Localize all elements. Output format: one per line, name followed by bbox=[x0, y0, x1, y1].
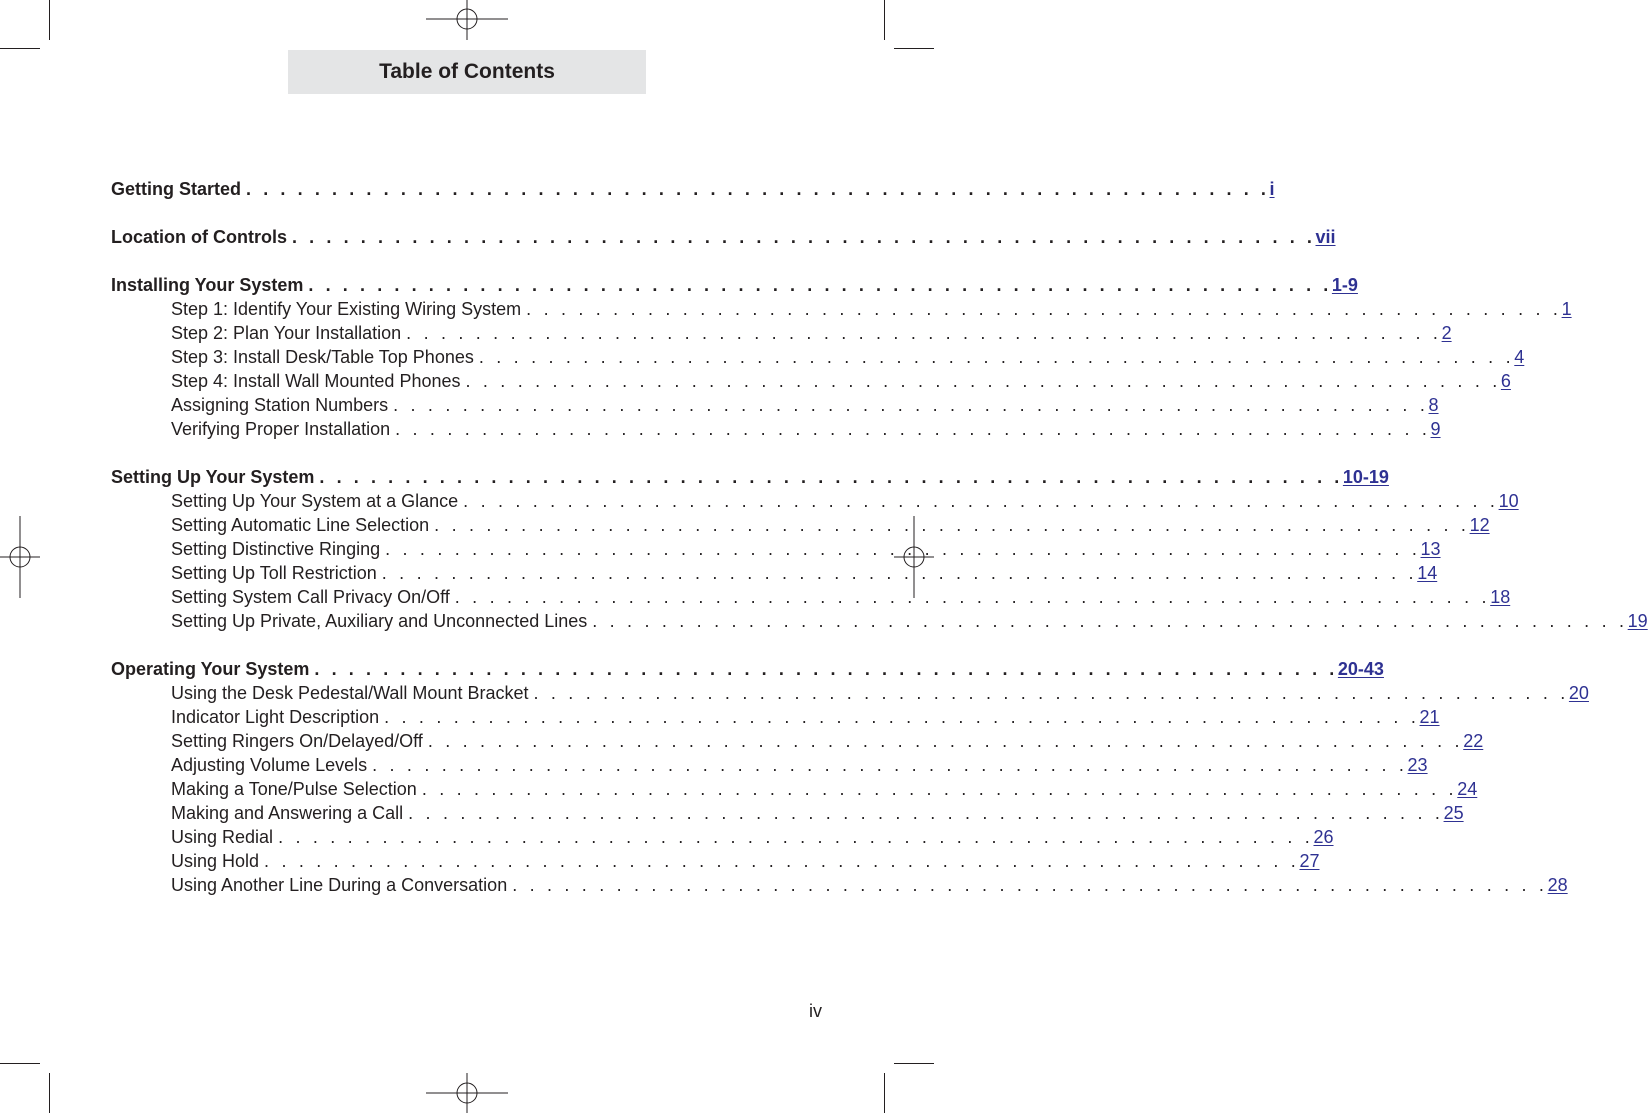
entry-label: Location of Controls bbox=[111, 227, 287, 247]
page-link[interactable]: 6 bbox=[1500, 371, 1511, 391]
page-link[interactable]: 18 bbox=[1490, 587, 1511, 607]
entry-label: Using Redial bbox=[171, 827, 274, 847]
toc-section-entry[interactable] bbox=[111, 177, 1275, 201]
leader-dots: . . . . . . . . . . . . . . . . . . . . . . . . . . . . . . . . . . . . . . . . . . . . . . . . . . . . . . . . . . . . bbox=[291, 227, 1316, 247]
leader-dots: . . . . . . . . . . . . . . . . . . . . . . . . . . . . . . . . . . . . . . . . . . . . . . . . . . . . . . . . . . . . bbox=[264, 851, 1300, 871]
entry-label: Verifying Proper Installation bbox=[171, 419, 391, 439]
toc-subentry[interactable] bbox=[111, 705, 1440, 729]
toc-subentry[interactable] bbox=[111, 489, 1519, 513]
leader-dots: . . . . . . . . . . . . . . . . . . . . . . . . . . . . . . . . . . . . . . . . . . . . . . . . . . . . . . . . . . . . bbox=[384, 707, 1420, 727]
toc-subentry[interactable] bbox=[111, 729, 1484, 753]
leader-dots: . . . . . . . . . . . . . . . . . . . . . . . . . . . . . . . . . . . . . . . . . . . . . . . . . . . . . . . . . . . . bbox=[314, 659, 1338, 679]
registration-mark-left bbox=[0, 516, 40, 598]
leader-dots: . . . . . . . . . . . . . . . . . . . . . . . . . . . . . . . . . . . . . . . . . . . . . . . . . . . . . . . . . . . . bbox=[478, 347, 1515, 367]
entry-label: Using Another Line During a Conversation bbox=[171, 875, 508, 895]
leader-dots: . . . . . . . . . . . . . . . . . . . . . . . . . . . . . . . . . . . . . . . . . . . . . . . . . . . . . . . . . . . . bbox=[308, 275, 1332, 295]
leader-dots: . . . . . . . . . . . . . . . . . . . . . . . . . . . . . . . . . . . . . . . . . . . . . . . . . . . . . . . . . . . . bbox=[393, 395, 1429, 415]
leader-dots: . . . . . . . . . . . . . . . . . . . . . . . . . . . . . . . . . . . . . . . . . . . . . . . . . . . . . . . . . . . . bbox=[454, 587, 1491, 607]
title-banner bbox=[288, 50, 646, 94]
entry-label: Step 2: Plan Your Installation bbox=[171, 323, 402, 343]
leader-dots: . . . . . . . . . . . . . . . . . . . . . . . . . . . . . . . . . . . . . . . . . . . . . . . . . . . . . . . . . . . . bbox=[278, 827, 1314, 847]
toc-subentry[interactable] bbox=[111, 369, 1511, 393]
leader-dots: . . . . . . . . . . . . . . . . . . . . . . . . . . . . . . . . . . . . . . . . . . . . . . . . . . . . . . . . . . . . bbox=[246, 179, 1270, 199]
entry-label: Step 1: Identify Your Existing Wiring System bbox=[171, 299, 522, 319]
entry-label: Step 3: Install Desk/Table Top Phones bbox=[171, 347, 474, 367]
toc-section-entry[interactable] bbox=[111, 273, 1358, 297]
crop-mark bbox=[0, 1063, 40, 1064]
crop-mark bbox=[884, 0, 885, 40]
toc-subentry[interactable] bbox=[111, 513, 1490, 537]
page-link[interactable]: 24 bbox=[1457, 779, 1478, 799]
leader-dots: . . . . . . . . . . . . . . . . . . . . . . . . . . . . . . . . . . . . . . . . . . . . . . . . . . . . . . . . . . . . bbox=[395, 419, 1431, 439]
page-title: Table of Contents bbox=[379, 60, 555, 83]
page-link[interactable]: 4 bbox=[1514, 347, 1525, 367]
page-link[interactable]: 21 bbox=[1419, 707, 1440, 727]
section-spacer bbox=[111, 633, 819, 657]
toc-subentry[interactable] bbox=[111, 561, 1438, 585]
section-spacer bbox=[111, 441, 819, 465]
entry-label: Using the Desk Pedestal/Wall Mount Bracket bbox=[171, 683, 529, 703]
registration-mark-bottom bbox=[426, 1073, 508, 1113]
entry-label: Setting Ringers On/Delayed/Off bbox=[171, 731, 423, 751]
entry-label: Getting Started bbox=[111, 179, 242, 199]
leader-dots: . . . . . . . . . . . . . . . . . . . . . . . . . . . . . . . . . . . . . . . . . . . . . . . . . . . . . . . . . . . . bbox=[408, 803, 1444, 823]
page-link[interactable]: 2 bbox=[1441, 323, 1452, 343]
entry-label: Step 4: Install Wall Mounted Phones bbox=[171, 371, 461, 391]
toc-subentry[interactable] bbox=[111, 417, 1441, 441]
page-link[interactable]: 1-9 bbox=[1331, 275, 1358, 295]
leader-dots: . . . . . . . . . . . . . . . . . . . . . . . . . . . . . . . . . . . . . . . . . . . . . . . . . . . . . . . . . . . . bbox=[592, 611, 1628, 631]
page-link[interactable]: 10-19 bbox=[1342, 467, 1389, 487]
page-link[interactable]: 1 bbox=[1561, 299, 1572, 319]
entry-label: Assigning Station Numbers bbox=[171, 395, 389, 415]
toc-subentry[interactable] bbox=[111, 849, 1320, 873]
entry-label: Indicator Light Description bbox=[171, 707, 380, 727]
leader-dots: . . . . . . . . . . . . . . . . . . . . . . . . . . . . . . . . . . . . . . . . . . . . . . . . . . . . . . . . . . . . bbox=[463, 491, 1499, 511]
leader-dots: . . . . . . . . . . . . . . . . . . . . . . . . . . . . . . . . . . . . . . . . . . . . . . . . . . . . . . . . . . . . bbox=[372, 755, 1408, 775]
page-link[interactable]: 13 bbox=[1420, 539, 1441, 559]
page-link[interactable]: 9 bbox=[1430, 419, 1441, 439]
entry-label: Setting Automatic Line Selection bbox=[171, 515, 430, 535]
leader-dots: . . . . . . . . . . . . . . . . . . . . . . . . . . . . . . . . . . . . . . . . . . . . . . . . . . . . . . . . . . . . bbox=[434, 515, 1470, 535]
toc-subentry[interactable] bbox=[111, 825, 1334, 849]
page-link[interactable]: 12 bbox=[1469, 515, 1490, 535]
page-link[interactable]: vii bbox=[1315, 227, 1336, 247]
leader-dots: . . . . . . . . . . . . . . . . . . . . . . . . . . . . . . . . . . . . . . . . . . . . . . . . . . . . . . . . . . . . bbox=[512, 875, 1548, 895]
entry-label: Setting System Call Privacy On/Off bbox=[171, 587, 450, 607]
leader-dots: . . . . . . . . . . . . . . . . . . . . . . . . . . . . . . . . . . . . . . . . . . . . . . . . . . . . . . . . . . . . bbox=[319, 467, 1343, 487]
toc-section-entry[interactable] bbox=[111, 657, 1384, 681]
entry-label: Installing Your System bbox=[111, 275, 304, 295]
page-link[interactable]: i bbox=[1269, 179, 1275, 199]
leader-dots: . . . . . . . . . . . . . . . . . . . . . . . . . . . . . . . . . . . . . . . . . . . . . . . . . . . . . . . . . . . . bbox=[385, 539, 1421, 559]
page-link[interactable]: 19 bbox=[1627, 611, 1648, 631]
section-spacer bbox=[111, 201, 819, 225]
leader-dots: . . . . . . . . . . . . . . . . . . . . . . . . . . . . . . . . . . . . . . . . . . . . . . . . . . . . . . . . . . . . bbox=[533, 683, 1569, 703]
crop-mark bbox=[894, 1063, 934, 1064]
registration-mark-top bbox=[426, 0, 508, 40]
leader-dots: . . . . . . . . . . . . . . . . . . . . . . . . . . . . . . . . . . . . . . . . . . . . . . . . . . . . . . . . . . . . bbox=[406, 323, 1442, 343]
page-number: iv bbox=[809, 1001, 822, 1021]
page-link[interactable]: 20-43 bbox=[1337, 659, 1384, 679]
entry-label: Making a Tone/Pulse Selection bbox=[171, 779, 417, 799]
toc-subentry[interactable] bbox=[111, 345, 1525, 369]
page-link[interactable]: 20 bbox=[1568, 683, 1589, 703]
leader-dots: . . . . . . . . . . . . . . . . . . . . . . . . . . . . . . . . . . . . . . . . . . . . . . . . . . . . . . . . . . . . bbox=[427, 731, 1464, 751]
entry-label: Setting Distinctive Ringing bbox=[171, 539, 381, 559]
toc-subentry[interactable] bbox=[111, 753, 1428, 777]
leader-dots: . . . . . . . . . . . . . . . . . . . . . . . . . . . . . . . . . . . . . . . . . . . . . . . . . . . . . . . . . . . . bbox=[381, 563, 1418, 583]
crop-mark bbox=[0, 48, 40, 49]
leader-dots: . . . . . . . . . . . . . . . . . . . . . . . . . . . . . . . . . . . . . . . . . . . . . . . . . . . . . . . . . . . . bbox=[465, 371, 1501, 391]
page-link[interactable]: 8 bbox=[1428, 395, 1439, 415]
entry-label: Setting Up Private, Auxiliary and Unconnected Lines bbox=[171, 611, 588, 631]
entry-label: Setting Up Toll Restriction bbox=[171, 563, 377, 583]
crop-mark bbox=[884, 1073, 885, 1113]
entry-label: Setting Up Your System bbox=[111, 467, 315, 487]
crop-mark bbox=[49, 0, 50, 40]
toc-subentry[interactable] bbox=[111, 873, 1568, 897]
page-link[interactable]: 27 bbox=[1299, 851, 1320, 871]
toc-subentry[interactable] bbox=[111, 681, 1589, 705]
crop-mark bbox=[894, 48, 934, 49]
toc-section-entry[interactable] bbox=[111, 465, 1389, 489]
page-link[interactable]: 22 bbox=[1463, 731, 1484, 751]
entry-label: Using Hold bbox=[171, 851, 260, 871]
toc-section-entry[interactable] bbox=[111, 225, 1336, 249]
page-link[interactable]: 26 bbox=[1313, 827, 1334, 847]
toc-subentry[interactable] bbox=[111, 585, 1511, 609]
entry-label: Operating Your System bbox=[111, 659, 310, 679]
entry-label: Setting Up Your System at a Glance bbox=[171, 491, 459, 511]
toc-subentry[interactable] bbox=[111, 393, 1439, 417]
leader-dots: . . . . . . . . . . . . . . . . . . . . . . . . . . . . . . . . . . . . . . . . . . . . . . . . . . . . . . . . . . . . bbox=[526, 299, 1562, 319]
page-link[interactable]: 23 bbox=[1407, 755, 1428, 775]
crop-mark bbox=[49, 1073, 50, 1113]
page-link[interactable]: 25 bbox=[1443, 803, 1464, 823]
toc-subentry[interactable] bbox=[111, 297, 1572, 321]
section-spacer bbox=[111, 249, 819, 273]
leader-dots: . . . . . . . . . . . . . . . . . . . . . . . . . . . . . . . . . . . . . . . . . . . . . . . . . . . . . . . . . . . . bbox=[421, 779, 1458, 799]
page-link[interactable]: 14 bbox=[1417, 563, 1438, 583]
table-of-contents bbox=[111, 177, 1648, 897]
toc-subentry[interactable] bbox=[111, 321, 1452, 345]
toc-subentry[interactable] bbox=[111, 537, 1441, 561]
toc-subentry[interactable] bbox=[111, 801, 1464, 825]
toc-subentry[interactable] bbox=[111, 609, 1648, 633]
page-link[interactable]: 10 bbox=[1498, 491, 1519, 511]
toc-subentry[interactable] bbox=[111, 777, 1478, 801]
entry-label: Making and Answering a Call bbox=[171, 803, 404, 823]
entry-label: Adjusting Volume Levels bbox=[171, 755, 368, 775]
page-link[interactable]: 28 bbox=[1547, 875, 1568, 895]
